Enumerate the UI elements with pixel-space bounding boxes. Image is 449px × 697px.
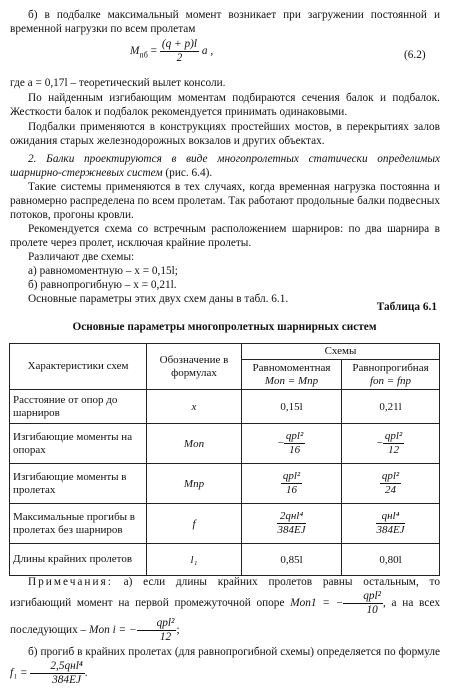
scheme-b: б) равнопрогибную – x = 0,21l.	[28, 279, 177, 291]
note-a	[10, 574, 440, 644]
formula-num: (q + p)l	[161, 38, 198, 50]
header-equal-deflection-sub: fоп = fпр	[369, 374, 412, 387]
sign: −	[376, 437, 383, 450]
row-sym: Mоп	[147, 424, 242, 464]
row-sym: Mпр	[147, 464, 242, 504]
formula-eq: =	[147, 45, 160, 58]
row-a: 0,85l	[242, 544, 342, 576]
row-sym: f	[147, 504, 242, 544]
num: qрl²	[381, 470, 400, 482]
table-row	[10, 504, 440, 544]
row-a	[242, 504, 342, 544]
row-char: Расстояние от опор до шарниров	[10, 390, 147, 424]
paragraph-b: б) в подбалке максимальный момент возникает при загружении постоянной и временной нагрузки по всем пролетам	[10, 9, 440, 35]
row-a: 0,15l	[242, 390, 342, 424]
table-label: Таблица 6.1	[376, 301, 437, 313]
row-char: Изгибающие моменты в пролетах	[10, 464, 147, 504]
paragraph-usage: Подбалки применяются в конструкциях простейших мостов, в перекрытиях залов ожидания старых железнодорожных вокзалов и других объектах.	[10, 121, 440, 147]
note-b-frac	[30, 660, 84, 687]
sign: −	[277, 437, 284, 450]
formula-lhs-sub: пб	[139, 50, 148, 60]
row-b	[342, 424, 440, 464]
table-row	[10, 424, 440, 464]
header-equal-moment-sub: Mоп = Mпр	[264, 374, 319, 387]
den: 16	[289, 444, 301, 456]
row-b	[342, 504, 440, 544]
note-b-tail: .	[84, 667, 88, 680]
den: 10	[366, 604, 378, 616]
num: qрl²	[137, 617, 177, 631]
num: qрl²	[384, 430, 403, 442]
den: 12	[388, 444, 400, 456]
row-char: Изгибающие моменты на опорах	[10, 424, 147, 464]
num: qрl²	[285, 430, 304, 442]
den: 384EJ	[52, 674, 81, 686]
formula-fraction	[160, 38, 199, 65]
note-a3-tail: ;	[176, 624, 180, 637]
paragraph-scheme: Рекомендуется схема со встречным расположением шарниров: по два шарнира в пролете через пролет, исключая крайние пролеты.	[10, 223, 440, 249]
formula-6-2	[130, 38, 213, 65]
header-schemes: Схемы	[242, 344, 440, 360]
note-a3-sym: Mоп i = −	[89, 624, 137, 637]
num: qнl⁴	[376, 510, 404, 524]
where-line: где a = 0,17l – теоретический вылет консоли.	[10, 77, 226, 89]
header-notation: Обозначение в формулах	[147, 344, 242, 390]
header-equal-deflection	[342, 360, 440, 390]
note-a-text: а) если длины крайних пролетов равны остальным, то изгибающий момент на первой промежуточной опоре	[10, 576, 440, 610]
row-a	[242, 424, 342, 464]
table-row	[10, 464, 440, 504]
formula-den: 2	[176, 52, 183, 64]
table-row	[10, 544, 440, 576]
scheme-a: а) равномоментную – x = 0,15l;	[28, 265, 178, 277]
note-a-frac	[343, 590, 383, 617]
den: 384EJ	[376, 524, 405, 536]
header-characteristics: Характеристики схем	[10, 344, 147, 390]
table-row	[10, 390, 440, 424]
note-label: Примечания:	[28, 576, 113, 588]
table-title: Основные параметры многопролетных шарнирных систем	[72, 321, 377, 333]
note-b-text: б) прогиб в крайних пролетах (для равнопрогибной схемы) определяется по формуле	[28, 646, 440, 658]
den: 24	[384, 484, 396, 496]
num: qрl²	[282, 470, 301, 482]
row-char: Максимальные прогибы в пролетах без шарниров	[10, 504, 147, 544]
main-params: Основные параметры этих двух схем даны в табл. 6.1.	[28, 293, 289, 305]
row-char: Длины крайних пролетов	[10, 544, 147, 576]
note-b	[10, 644, 440, 687]
parameters-table	[9, 343, 440, 576]
header-equal-deflection-label: Равнопрогибная	[352, 361, 429, 374]
row-b	[342, 464, 440, 504]
formula-number: (6.2)	[404, 49, 426, 61]
den: 384EJ	[277, 524, 306, 536]
note-a-sym: Mоп1 = −	[290, 597, 344, 610]
note-b-sym: f₁ =	[10, 667, 31, 680]
row-a	[242, 464, 342, 504]
paragraph-2-ref: (рис. 6.4).	[162, 167, 213, 179]
note-a-text-2: , а на всех последующих –	[10, 597, 440, 637]
den: 12	[159, 631, 172, 643]
two-schemes: Различают две схемы:	[28, 251, 135, 263]
num: qрl²	[343, 590, 383, 604]
paragraph-sections: По найденным изгибающим моментам подбираются сечения балок и подбалок. Жесткости балок и подбалок рекомендуется принимать одинаковыми.	[10, 92, 440, 118]
row-b: 0,21l	[342, 390, 440, 424]
row-sym: l₁	[147, 544, 242, 576]
paragraph-2-italic: 2. Балки проектируются в виде многопролетных статически определимых шарнирно-стержневых систем	[10, 153, 440, 179]
paragraph-2	[10, 152, 440, 180]
formula-lhs: M	[130, 45, 140, 58]
header-equal-moment-label: Равномоментная	[252, 361, 331, 374]
paragraph-systems: Такие системы применяются в тех случаях, когда временная нагрузка постоянна и равномерно распределена по всем пролетам. Так работают продольные балки подвесных потоков, прогоны кровли.	[10, 181, 440, 221]
header-equal-moment	[242, 360, 342, 390]
den: 16	[285, 484, 297, 496]
num: 2qнl⁴	[277, 510, 305, 524]
formula-tail: a ,	[201, 45, 214, 58]
note-a3-frac	[137, 617, 180, 644]
row-sym: x	[147, 390, 242, 424]
row-b: 0,80l	[342, 544, 440, 576]
num: 2,5qнl⁴	[30, 660, 84, 674]
